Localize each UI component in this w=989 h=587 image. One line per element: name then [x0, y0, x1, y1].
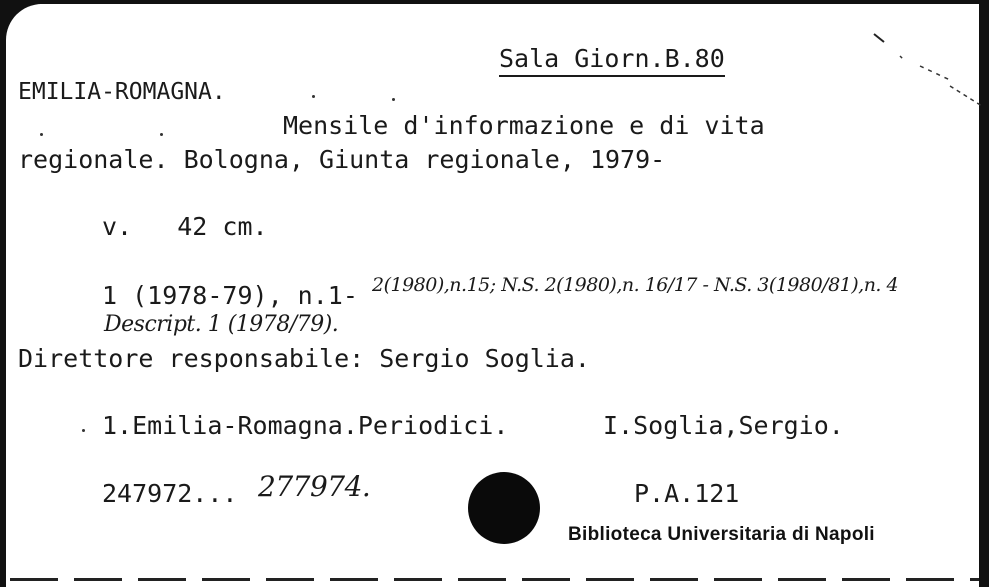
pencil-marks	[870, 30, 989, 120]
card-top-edge	[0, 0, 989, 4]
card-left-edge	[0, 0, 6, 587]
holdings-handwritten: 2(1980),n.15; N.S. 2(1980),n. 16/17 - N.S. 3(1980/81),n. 4	[372, 274, 899, 296]
shelfmark: Sala Giorn.B.80	[499, 44, 725, 77]
director-note: Direttore responsabile: Sergio Soglia.	[18, 344, 590, 373]
speck	[392, 98, 395, 101]
speck	[82, 429, 85, 432]
location-code: P.A.121	[634, 479, 740, 508]
main-heading: EMILIA-ROMAGNA.	[18, 79, 226, 105]
card-bottom-edge	[10, 578, 979, 581]
punch-hole	[468, 472, 540, 544]
accession-handwritten: 277974.	[258, 470, 371, 503]
title-line-2: regionale. Bologna, Giunta regionale, 1979-	[18, 145, 666, 174]
library-stamp: Biblioteca Universitaria di Napoli	[568, 524, 875, 545]
physical-description: v. 42 cm.	[102, 212, 268, 241]
speck	[312, 95, 315, 98]
subject-tracing: 1.Emilia-Romagna.Periodici.	[102, 411, 509, 440]
speck	[40, 133, 43, 136]
holdings-typed: 1 (1978-79), n.1-	[102, 281, 358, 310]
speck	[160, 133, 163, 136]
accession-number: 247972...	[102, 479, 238, 508]
added-entry-tracing: I.Soglia,Sergio.	[603, 411, 844, 440]
holdings-handwritten-line-2: Descript. 1 (1978/79).	[104, 312, 339, 337]
title-line-1: Mensile d'informazione e di vita	[283, 111, 765, 140]
